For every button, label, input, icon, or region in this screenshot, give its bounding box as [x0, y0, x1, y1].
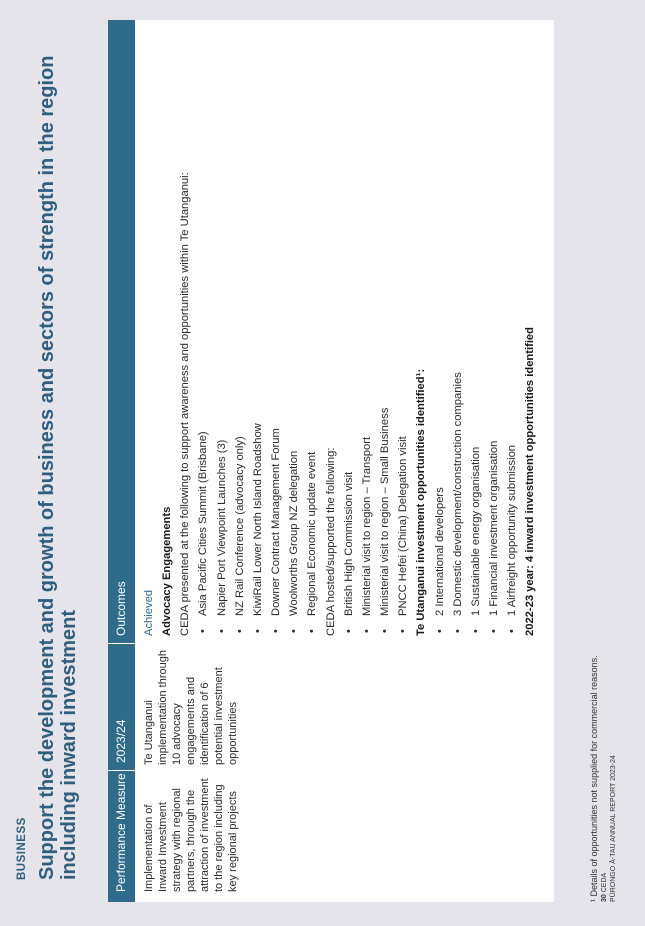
list-item [249, 36, 267, 636]
list-item [449, 36, 467, 636]
list-item [231, 36, 249, 636]
list-item-text: KiwiRail Lower North Island Roadshow [251, 423, 264, 616]
list-item-text: 1 Financial investment organisation [487, 440, 500, 616]
bullet-icon: • [233, 629, 246, 633]
bullet-icon: • [379, 629, 392, 633]
status-text: Achieved [143, 589, 155, 636]
bullet-icon: • [270, 629, 283, 633]
header-outcomes: Outcomes [114, 581, 128, 636]
page-number: 30 [601, 894, 608, 902]
bullet-icon: • [342, 629, 355, 633]
footer-report-title: PŪRONGO Ā-TAU ANNUAL REPORT 2023-24 [610, 755, 617, 902]
list-item [431, 36, 449, 636]
page-footer [600, 755, 618, 902]
list-item [485, 36, 503, 636]
hosted-intro: CEDA hosted/supported the following: [324, 447, 337, 636]
list-item-text: 1 Sustainable energy organisation [469, 446, 482, 616]
bullet-icon: • [251, 629, 264, 633]
list-item [194, 36, 212, 636]
list-item-text: Ministerial visit to region – Transport [360, 436, 373, 616]
list-item-text: Asia Pacific Cities Summit (Brisbane) [197, 431, 210, 616]
list-item-text: NZ Rail Conference (advocacy only) [233, 436, 246, 616]
list-item-text: 3 Domestic development/construction companies [451, 372, 464, 616]
list-item [394, 36, 412, 636]
list-item [376, 36, 394, 636]
list-item-text: 1 Airfreight opportunity submission [506, 444, 519, 616]
bullet-icon: • [288, 629, 301, 633]
presented-intro: CEDA presented at the following to support awareness and opportunities within Te Utanganui: [179, 172, 192, 636]
section-label: BUSINESS [16, 817, 28, 880]
outcomes-cell [140, 36, 539, 636]
list-item [503, 36, 521, 636]
header-target: 2023/24 [114, 719, 128, 763]
list-item [285, 36, 303, 636]
list-item-text: Ministerial visit to region – Small Business [379, 407, 392, 616]
list-item [267, 36, 285, 636]
target-cell: Te Utanganui implementation through 10 advocacy engagements and identification of 6 potential investment opportunities [143, 650, 239, 765]
table-header [108, 20, 135, 902]
list-item-text: British High Commission visit [342, 471, 355, 616]
list-item-text: Regional Economic update event [306, 451, 319, 616]
list-item [303, 36, 321, 636]
advocacy-heading: Advocacy Engagements [161, 506, 174, 636]
list-item-text: Woolworths Group NZ delegation [288, 450, 301, 616]
bullet-icon: • [397, 629, 410, 633]
header-divider [108, 770, 135, 771]
footnote: ¹ Details of opportunities not supplied for commercial reasons. [589, 655, 599, 902]
bullet-icon: • [451, 629, 464, 633]
list-item [340, 36, 358, 636]
list-item-text: Napier Port Viewpoint Launches (3) [215, 439, 228, 616]
bullet-icon: • [487, 629, 500, 633]
bullet-icon: • [306, 629, 319, 633]
bullet-icon: • [433, 629, 446, 633]
performance-measure-cell: Implementation of Inward Investment strategy with regional partners, through the attraction of investment to the region including key regional projects [143, 778, 239, 892]
bullet-icon: • [469, 629, 482, 633]
list-item [358, 36, 376, 636]
summary-text: 2022-23 year: 4 inward investment opportunities identified [524, 327, 537, 636]
bullet-icon: • [197, 629, 210, 633]
header-performance-measure: Performance Measure [114, 773, 128, 892]
bullet-icon: • [360, 629, 373, 633]
header-divider [108, 643, 135, 644]
bullet-icon: • [215, 629, 228, 633]
list-item-text: Downer Contract Management Forum [270, 428, 283, 616]
list-item [213, 36, 231, 636]
list-item-text: PNCC Hefei (China) Delegation visit [397, 436, 410, 616]
opportunities-heading: Te Utanganui investment opportunities identified¹: [415, 368, 428, 636]
list-item-text: 2 International developers [433, 487, 446, 616]
performance-table [108, 20, 554, 902]
page-title: Support the development and growth of business and sectors of strength in the region including inward investment [36, 55, 80, 880]
list-item [467, 36, 485, 636]
footer-org: CEDA [601, 872, 608, 893]
bullet-icon: • [506, 629, 519, 633]
